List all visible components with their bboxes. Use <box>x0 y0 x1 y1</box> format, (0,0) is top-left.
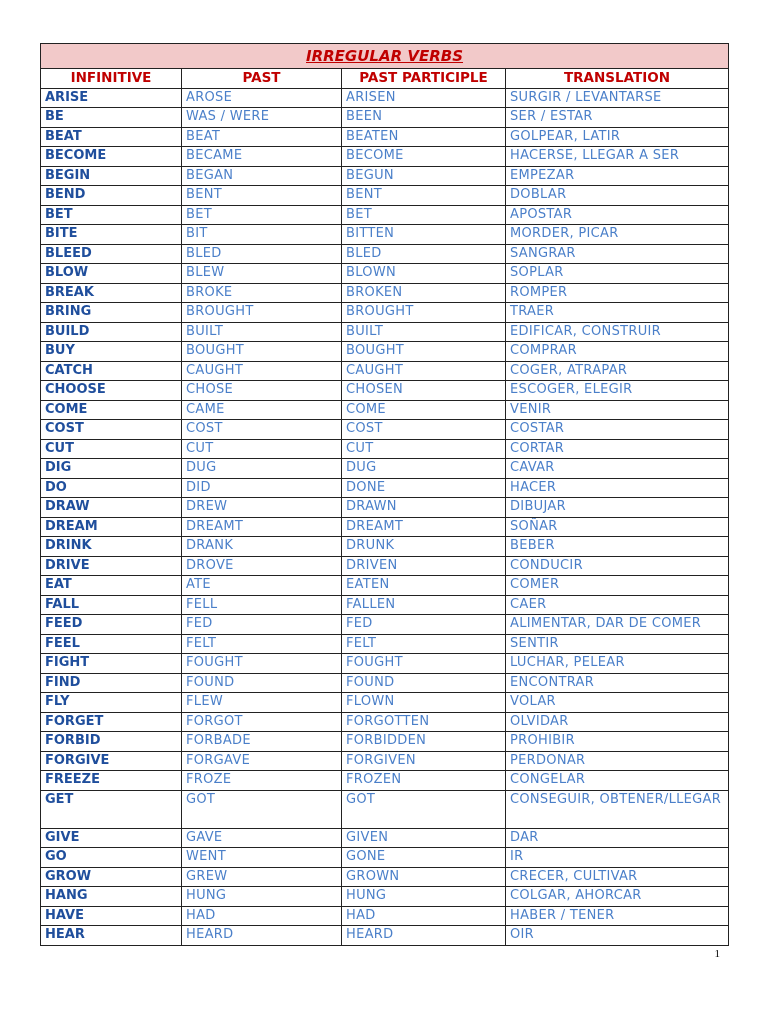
past-cell: WAS / WERE <box>182 108 342 128</box>
past-participle-cell: BEEN <box>342 108 506 128</box>
past-cell: COST <box>182 420 342 440</box>
past-cell: FLEW <box>182 693 342 713</box>
infinitive-cell: BREAK <box>41 283 182 303</box>
past-participle-cell: BEATEN <box>342 127 506 147</box>
table-row <box>41 732 729 752</box>
translation-cell: COMPRAR <box>506 342 729 362</box>
past-participle-cell: HAD <box>342 906 506 926</box>
header-row <box>41 69 729 89</box>
past-cell: FOUND <box>182 673 342 693</box>
translation-cell: MORDER, PICAR <box>506 225 729 245</box>
translation-cell: IR <box>506 848 729 868</box>
table-row <box>41 342 729 362</box>
infinitive-cell: FEEL <box>41 634 182 654</box>
past-participle-cell: GONE <box>342 848 506 868</box>
translation-cell: OIR <box>506 926 729 946</box>
infinitive-cell: BEAT <box>41 127 182 147</box>
past-cell: DREAMT <box>182 517 342 537</box>
translation-cell: CAER <box>506 595 729 615</box>
infinitive-cell: BUILD <box>41 322 182 342</box>
past-cell: BOUGHT <box>182 342 342 362</box>
table-row <box>41 887 729 907</box>
past-cell: DROVE <box>182 556 342 576</box>
table-row <box>41 127 729 147</box>
table-row <box>41 634 729 654</box>
table-row <box>41 108 729 128</box>
past-participle-cell: FOUND <box>342 673 506 693</box>
infinitive-cell: FEED <box>41 615 182 635</box>
infinitive-cell: FREEZE <box>41 771 182 791</box>
table-row <box>41 264 729 284</box>
table-row <box>41 322 729 342</box>
past-participle-cell: BROKEN <box>342 283 506 303</box>
infinitive-cell: GIVE <box>41 828 182 848</box>
past-participle-cell: DREAMT <box>342 517 506 537</box>
table-row <box>41 751 729 771</box>
infinitive-cell: HAVE <box>41 906 182 926</box>
infinitive-cell: FALL <box>41 595 182 615</box>
past-participle-cell: HEARD <box>342 926 506 946</box>
past-participle-cell: FOUGHT <box>342 654 506 674</box>
table-row <box>41 595 729 615</box>
past-cell: CUT <box>182 439 342 459</box>
past-cell: BLEW <box>182 264 342 284</box>
past-cell: AROSE <box>182 88 342 108</box>
table-row <box>41 828 729 848</box>
translation-cell: SURGIR / LEVANTARSE <box>506 88 729 108</box>
infinitive-cell: DRINK <box>41 537 182 557</box>
past-cell: DRANK <box>182 537 342 557</box>
infinitive-cell: EAT <box>41 576 182 596</box>
translation-cell: PERDONAR <box>506 751 729 771</box>
past-participle-cell: COME <box>342 400 506 420</box>
infinitive-cell: BET <box>41 205 182 225</box>
past-cell: FELT <box>182 634 342 654</box>
title-row <box>41 44 729 69</box>
table-row <box>41 400 729 420</box>
table-row <box>41 420 729 440</box>
past-participle-cell: FORBIDDEN <box>342 732 506 752</box>
past-participle-cell: BROUGHT <box>342 303 506 323</box>
table-row <box>41 848 729 868</box>
infinitive-cell: BLEED <box>41 244 182 264</box>
past-participle-cell: BENT <box>342 186 506 206</box>
past-participle-cell: BOUGHT <box>342 342 506 362</box>
header-translation: TRANSLATION <box>506 69 729 89</box>
translation-cell: COMER <box>506 576 729 596</box>
infinitive-cell: DO <box>41 478 182 498</box>
past-participle-cell: DRIVEN <box>342 556 506 576</box>
past-cell: FELL <box>182 595 342 615</box>
table-row <box>41 361 729 381</box>
table-row <box>41 906 729 926</box>
past-cell: FORBADE <box>182 732 342 752</box>
translation-cell: APOSTAR <box>506 205 729 225</box>
translation-cell: PROHIBIR <box>506 732 729 752</box>
past-participle-cell: DONE <box>342 478 506 498</box>
infinitive-cell: HEAR <box>41 926 182 946</box>
translation-cell: EMPEZAR <box>506 166 729 186</box>
table-row <box>41 693 729 713</box>
infinitive-cell: CHOOSE <box>41 381 182 401</box>
table-row <box>41 205 729 225</box>
table-row <box>41 615 729 635</box>
past-cell: HAD <box>182 906 342 926</box>
translation-cell: VENIR <box>506 400 729 420</box>
past-cell: FORGOT <box>182 712 342 732</box>
past-participle-cell: ARISEN <box>342 88 506 108</box>
translation-cell: ALIMENTAR, DAR DE COMER <box>506 615 729 635</box>
past-cell: BROKE <box>182 283 342 303</box>
table-row <box>41 225 729 245</box>
infinitive-cell: DRAW <box>41 498 182 518</box>
past-participle-cell: FALLEN <box>342 595 506 615</box>
header-past: PAST <box>182 69 342 89</box>
translation-cell: CAVAR <box>506 459 729 479</box>
translation-cell: SENTIR <box>506 634 729 654</box>
past-participle-cell: BLOWN <box>342 264 506 284</box>
past-cell: WENT <box>182 848 342 868</box>
translation-cell: COSTAR <box>506 420 729 440</box>
past-participle-cell: GROWN <box>342 867 506 887</box>
past-participle-cell: FELT <box>342 634 506 654</box>
infinitive-cell: COME <box>41 400 182 420</box>
infinitive-cell: CUT <box>41 439 182 459</box>
infinitive-cell: FLY <box>41 693 182 713</box>
past-cell: BUILT <box>182 322 342 342</box>
translation-cell: DOBLAR <box>506 186 729 206</box>
past-cell: BEGAN <box>182 166 342 186</box>
table-row <box>41 926 729 946</box>
past-cell: CAME <box>182 400 342 420</box>
table-row <box>41 654 729 674</box>
infinitive-cell: BEGIN <box>41 166 182 186</box>
past-cell: DUG <box>182 459 342 479</box>
past-cell: BIT <box>182 225 342 245</box>
past-cell: BLED <box>182 244 342 264</box>
translation-cell: CRECER, CULTIVAR <box>506 867 729 887</box>
infinitive-cell: FORBID <box>41 732 182 752</box>
infinitive-cell: CATCH <box>41 361 182 381</box>
translation-cell: ENCONTRAR <box>506 673 729 693</box>
table-row <box>41 303 729 323</box>
infinitive-cell: BUY <box>41 342 182 362</box>
table-row <box>41 556 729 576</box>
past-participle-cell: CAUGHT <box>342 361 506 381</box>
translation-cell: CONGELAR <box>506 771 729 791</box>
table-row <box>41 498 729 518</box>
past-participle-cell: CHOSEN <box>342 381 506 401</box>
past-participle-cell: FROZEN <box>342 771 506 791</box>
infinitive-cell: BLOW <box>41 264 182 284</box>
past-cell: DID <box>182 478 342 498</box>
translation-cell: HACER <box>506 478 729 498</box>
table-title: IRREGULAR VERBS <box>41 44 729 69</box>
past-participle-cell: DUG <box>342 459 506 479</box>
table-row <box>41 186 729 206</box>
past-participle-cell: BUILT <box>342 322 506 342</box>
past-cell: GREW <box>182 867 342 887</box>
past-participle-cell: CUT <box>342 439 506 459</box>
past-cell: HUNG <box>182 887 342 907</box>
table-row <box>41 673 729 693</box>
past-participle-cell: BITTEN <box>342 225 506 245</box>
translation-cell: CORTAR <box>506 439 729 459</box>
infinitive-cell: FORGET <box>41 712 182 732</box>
table-row <box>41 790 729 828</box>
translation-cell: CONSEGUIR, OBTENER/LLEGAR <box>506 790 729 828</box>
past-cell: CAUGHT <box>182 361 342 381</box>
header-past-participle: PAST PARTICIPLE <box>342 69 506 89</box>
past-participle-cell: COST <box>342 420 506 440</box>
table-row <box>41 381 729 401</box>
infinitive-cell: BECOME <box>41 147 182 167</box>
translation-cell: TRAER <box>506 303 729 323</box>
table-row <box>41 439 729 459</box>
table-row <box>41 517 729 537</box>
past-cell: HEARD <box>182 926 342 946</box>
past-cell: BET <box>182 205 342 225</box>
table-row <box>41 166 729 186</box>
translation-cell: VOLAR <box>506 693 729 713</box>
past-participle-cell: DRAWN <box>342 498 506 518</box>
past-participle-cell: HUNG <box>342 887 506 907</box>
translation-cell: GOLPEAR, LATIR <box>506 127 729 147</box>
past-participle-cell: BECOME <box>342 147 506 167</box>
past-participle-cell: BET <box>342 205 506 225</box>
infinitive-cell: GO <box>41 848 182 868</box>
table-row <box>41 283 729 303</box>
past-cell: DREW <box>182 498 342 518</box>
past-cell: FOUGHT <box>182 654 342 674</box>
table-row <box>41 537 729 557</box>
translation-cell: SANGRAR <box>506 244 729 264</box>
past-cell: FED <box>182 615 342 635</box>
header-infinitive: INFINITIVE <box>41 69 182 89</box>
translation-cell: DAR <box>506 828 729 848</box>
past-participle-cell: FORGIVEN <box>342 751 506 771</box>
table-row <box>41 771 729 791</box>
verb-rows <box>41 88 729 945</box>
translation-cell: HACERSE, LLEGAR A SER <box>506 147 729 167</box>
past-participle-cell: FORGOTTEN <box>342 712 506 732</box>
infinitive-cell: COST <box>41 420 182 440</box>
translation-cell: DIBUJAR <box>506 498 729 518</box>
translation-cell: ESCOGER, ELEGIR <box>506 381 729 401</box>
table-row <box>41 867 729 887</box>
translation-cell: COGER, ATRAPAR <box>506 361 729 381</box>
table-row <box>41 478 729 498</box>
infinitive-cell: FIGHT <box>41 654 182 674</box>
past-participle-cell: FLOWN <box>342 693 506 713</box>
translation-cell: LUCHAR, PELEAR <box>506 654 729 674</box>
translation-cell: SER / ESTAR <box>506 108 729 128</box>
translation-cell: EDIFICAR, CONSTRUIR <box>506 322 729 342</box>
table-row <box>41 712 729 732</box>
past-cell: CHOSE <box>182 381 342 401</box>
infinitive-cell: DIG <box>41 459 182 479</box>
irregular-verbs-table <box>40 43 729 946</box>
infinitive-cell: FORGIVE <box>41 751 182 771</box>
past-participle-cell: DRUNK <box>342 537 506 557</box>
infinitive-cell: FIND <box>41 673 182 693</box>
infinitive-cell: GROW <box>41 867 182 887</box>
past-participle-cell: FED <box>342 615 506 635</box>
infinitive-cell: DRIVE <box>41 556 182 576</box>
past-cell: BROUGHT <box>182 303 342 323</box>
past-cell: FROZE <box>182 771 342 791</box>
table-row <box>41 459 729 479</box>
table-row <box>41 147 729 167</box>
infinitive-cell: BRING <box>41 303 182 323</box>
table-row <box>41 88 729 108</box>
past-cell: GOT <box>182 790 342 828</box>
translation-cell: OLVIDAR <box>506 712 729 732</box>
table-row <box>41 576 729 596</box>
infinitive-cell: DREAM <box>41 517 182 537</box>
table-row <box>41 244 729 264</box>
past-cell: GAVE <box>182 828 342 848</box>
page-number: 1 <box>714 948 720 960</box>
translation-cell: BEBER <box>506 537 729 557</box>
infinitive-cell: BE <box>41 108 182 128</box>
past-participle-cell: GIVEN <box>342 828 506 848</box>
infinitive-cell: HANG <box>41 887 182 907</box>
past-participle-cell: EATEN <box>342 576 506 596</box>
translation-cell: HABER / TENER <box>506 906 729 926</box>
infinitive-cell: BITE <box>41 225 182 245</box>
past-cell: FORGAVE <box>182 751 342 771</box>
translation-cell: COLGAR, AHORCAR <box>506 887 729 907</box>
past-cell: BEAT <box>182 127 342 147</box>
past-participle-cell: BEGUN <box>342 166 506 186</box>
infinitive-cell: ARISE <box>41 88 182 108</box>
past-cell: ATE <box>182 576 342 596</box>
past-participle-cell: BLED <box>342 244 506 264</box>
infinitive-cell: GET <box>41 790 182 828</box>
translation-cell: CONDUCIR <box>506 556 729 576</box>
infinitive-cell: BEND <box>41 186 182 206</box>
translation-cell: SOÑAR <box>506 517 729 537</box>
past-cell: BENT <box>182 186 342 206</box>
past-participle-cell: GOT <box>342 790 506 828</box>
translation-cell: ROMPER <box>506 283 729 303</box>
past-cell: BECAME <box>182 147 342 167</box>
translation-cell: SOPLAR <box>506 264 729 284</box>
